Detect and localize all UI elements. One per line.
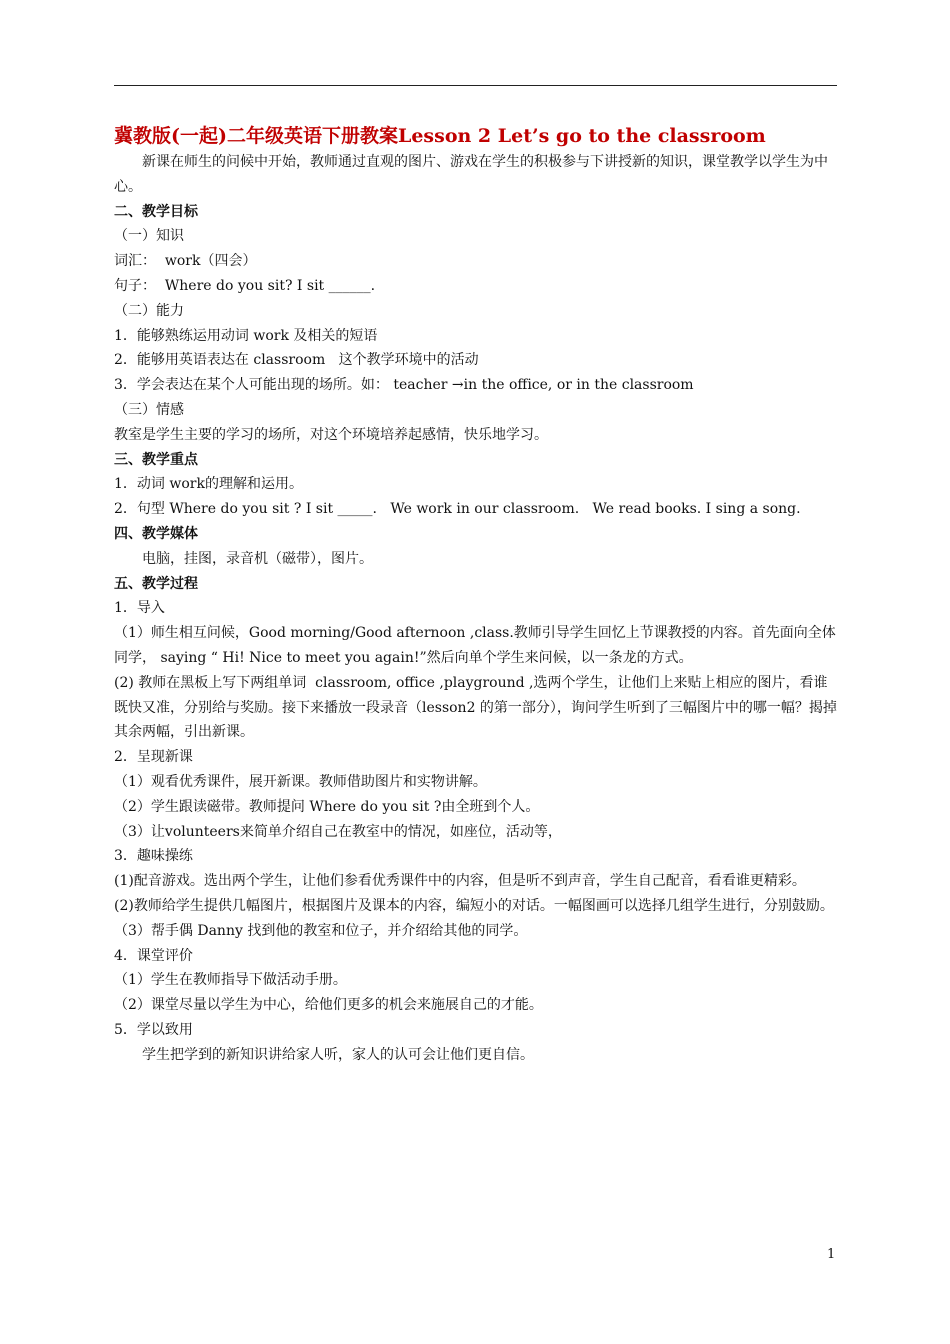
ability-item-3: 3．学会表达在某个人可能出现的场所。如： teacher →in the office, or in the classroom [114, 377, 694, 394]
step-2-item-2: （2）学生跟读磁带。教师提问 Where do you sit ?由全班到个人。 [114, 798, 540, 815]
section-heading-objectives: 二、教学目标 [114, 203, 198, 220]
keypoint-item-1: 1．动词 work的理解和运用。 [114, 476, 303, 493]
step-3-item-1: (1)配音游戏。选出两个学生，让他们参看优秀课件中的内容，但是听不到声音，学生自己配音，看看谁更精彩。 [114, 873, 806, 890]
header-rule [114, 85, 837, 86]
step-3-item-3: （3）帮手偶 Danny 找到他的教室和位子，并介绍给其他的同学。 [114, 922, 528, 939]
section-heading-process: 五、教学过程 [114, 575, 198, 592]
section-heading-keypoints: 三、教学重点 [114, 451, 198, 468]
step-2-item-3: （3）让volunteers来简单介绍自己在教室中的情况，如座位，活动等， [114, 823, 562, 840]
ability-item-2: 2．能够用英语表达在 classroom 这个教学环境中的活动 [114, 352, 479, 369]
step-4-item-2: （2）课堂尽量以学生为中心，给他们更多的机会来施展自己的才能。 [114, 997, 543, 1014]
step-heading-1: 1．导入 [114, 600, 165, 617]
subheading-ability: （二）能力 [114, 302, 184, 319]
sentence-line: 句子： Where do you sit? I sit ______. [114, 277, 376, 294]
step-heading-5: 5．学以致用 [114, 1021, 193, 1038]
step-3-item-2: (2)教师给学生提供几幅图片，根据图片及课本的内容，编短小的对话。一幅图画可以选择几组学生进行，分别鼓励。 [114, 897, 834, 914]
subheading-emotion: （三）情感 [114, 401, 184, 418]
vocab-line: 词汇： work（四会） [114, 253, 257, 270]
media-text: 电脑，挂图，录音机（磁带），图片。 [142, 550, 373, 567]
step-2-item-1: （1）观看优秀课件，展开新课。教师借助图片和实物讲解。 [114, 773, 487, 790]
step-4-item-1: （1）学生在教师指导下做活动手册。 [114, 972, 347, 989]
document-body [114, 122, 839, 1067]
document-title: 冀教版(一起)二年级英语下册教案Lesson 2 Let’s go to the classroom [114, 125, 766, 147]
intro-paragraph: 新课在师生的问候中开始，教师通过直观的图片、游戏在学生的积极参与下讲授新的知识，课堂教学以学生为中心。 [114, 154, 828, 195]
step-1-item-2: (2) 教师在黑板上写下两组单词 classroom, office ,playground ,选两个学生，让他们上来贴上相应的图片，看谁既快又准，分别给与奖励。接下来播放一段录音（lesson2 的第一部分），询问学生听到了三幅图片中的哪一幅？揭掉其余两幅，引出新课。 [114, 674, 837, 741]
step-heading-2: 2．呈现新课 [114, 749, 193, 766]
subheading-knowledge: （一）知识 [114, 228, 184, 245]
ability-item-1: 1．能够熟练运用动词 work 及相关的短语 [114, 327, 378, 344]
section-heading-media: 四、教学媒体 [114, 525, 198, 542]
page-number: 1 [827, 1247, 836, 1262]
emotion-text: 教室是学生主要的学习的场所，对这个环境培养起感情，快乐地学习。 [114, 426, 548, 443]
step-1-item-1: （1）师生相互问候，Good morning/Good afternoon ,class.教师引导学生回忆上节课教授的内容。首先面向全体同学， saying “ Hi! Nice to meet you again!”然后向单个学生来问候，以一条龙的方式。 [114, 625, 836, 666]
step-heading-4: 4．课堂评价 [114, 947, 193, 964]
keypoint-item-2: 2．句型 Where do you sit ? I sit _____. We work in our classroom. We read books. I sing a song. [114, 501, 801, 518]
step-heading-3: 3．趣味操练 [114, 848, 193, 865]
step-5-item-1: 学生把学到的新知识讲给家人听，家人的认可会让他们更自信。 [142, 1046, 534, 1063]
